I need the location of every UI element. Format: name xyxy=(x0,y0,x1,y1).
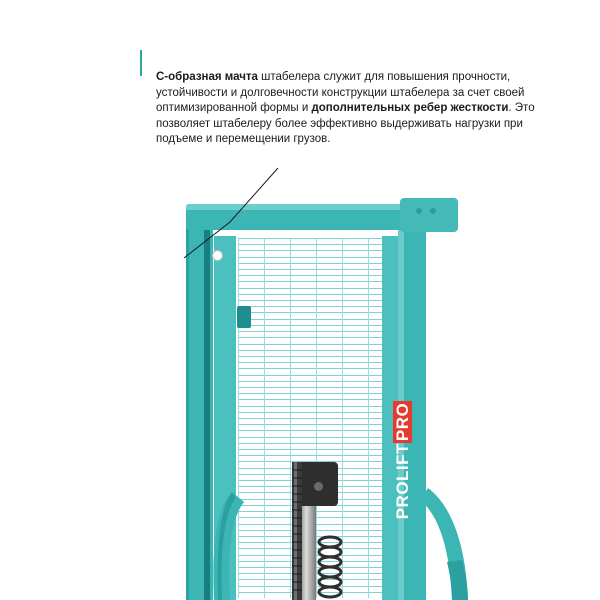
brand-text-pro: PRO xyxy=(393,480,412,520)
brand-text-pro-badge: PRO xyxy=(393,402,412,442)
callout-accent-rule xyxy=(140,50,142,76)
callout-body-part-1: штабелера служит для повышения прочности, устойчивости и долговечности конструкции штабелера за счет своей оптимизированной формы и xyxy=(156,71,525,114)
callout-bold-lead: C-образная мачта xyxy=(156,71,258,83)
callout-body-part-2: . Это позволяет штабелеру более эффективно выдерживать нагрузки при подъеме и перемещении грузов. xyxy=(156,102,535,145)
brand-text-lift: LIFT xyxy=(393,443,412,481)
callout-bold-mid: дополнительных ребер жесткости xyxy=(311,102,509,114)
spring-coils xyxy=(319,537,341,597)
callout-paragraph xyxy=(156,70,550,148)
lift-chain xyxy=(292,462,302,600)
